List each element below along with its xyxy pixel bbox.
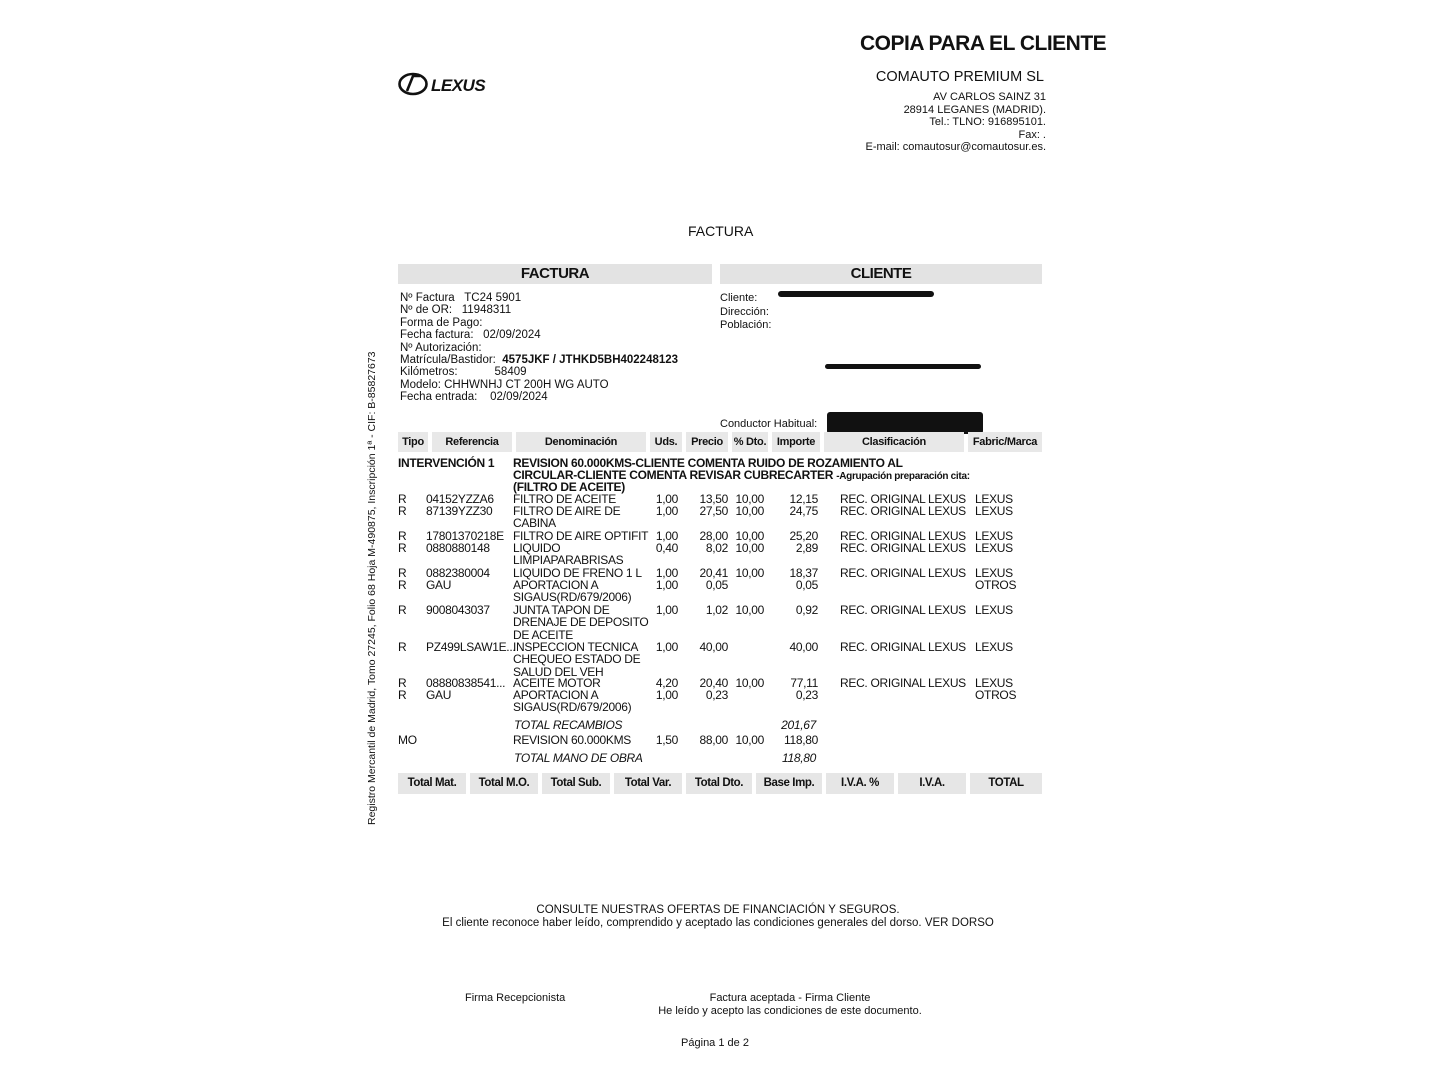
item-marca: LEXUS <box>975 541 1013 555</box>
item-precio: 0,05 <box>705 578 728 592</box>
labor-tipo: MO <box>398 733 417 747</box>
item-ref: 08880838541... <box>426 676 506 690</box>
item-precio: 8,02 <box>705 541 728 555</box>
item-tipo: R <box>398 676 407 690</box>
iva-pct: I.V.A. % <box>826 773 894 794</box>
item-desc: SIGAUS(RD/679/2006) <box>513 700 632 715</box>
total-parts-value: 201,67 <box>781 718 816 732</box>
address-label: Dirección: <box>720 305 769 318</box>
col-clasificacion: Clasificación <box>824 432 964 452</box>
item-desc: DE ACEITE <box>513 627 573 642</box>
info-label: Fecha factura: <box>400 329 474 342</box>
address-line: AV CARLOS SAINZ 31 <box>933 91 1046 103</box>
info-label: Nº de OR: <box>400 304 453 317</box>
item-precio: 20,40 <box>699 676 728 690</box>
model: CHHWNHJ CT 200H WG AUTO <box>444 378 609 391</box>
col-tipo: Tipo <box>398 432 428 452</box>
info-label: Nº Factura <box>400 292 455 304</box>
item-desc: LIQUIDO DE FRENO 1 L <box>513 566 642 580</box>
sign-reception: Firma Recepcionista <box>465 992 566 1004</box>
item-uds: 1,00 <box>655 492 678 506</box>
total-parts-label: TOTAL RECAMBIOS <box>514 718 623 732</box>
registry-note: Registro Mercantil de Madrid, Tomo 27245, Folio 68 Hoja M-490875, Inscripción 1ª - CIF: B-85827673 <box>366 351 378 825</box>
item-clasificacion: REC. ORIGINAL LEXUS <box>840 640 966 654</box>
item-desc: FILTRO DE AIRE DE <box>513 504 621 518</box>
item-uds: 4,20 <box>655 676 678 690</box>
info-label: Forma de Pago: <box>400 316 483 329</box>
item-uds: 1,00 <box>655 529 678 543</box>
item-importe: 0,05 <box>795 578 818 592</box>
item-precio: 28,00 <box>699 529 728 543</box>
item-dto: 10,00 <box>735 504 764 518</box>
item-desc: INSPECCION TECNICA <box>513 640 639 654</box>
item-ref: 04152YZZA6 <box>426 492 494 506</box>
base-imp: Base Imp. <box>756 773 822 794</box>
item-marca: LEXUS <box>975 529 1013 543</box>
document-title: FACTURA <box>688 223 754 239</box>
item-desc: LIMPIAPARABRISAS <box>513 553 624 568</box>
driver-label: Conductor Habitual: <box>720 418 818 430</box>
col-dto: % Dto. <box>732 432 768 452</box>
intervention-desc-line: CIRCULAR-CLIENTE COMENTA REVISAR CUBRECARTER <box>513 468 834 482</box>
col-referencia: Referencia <box>432 432 512 452</box>
total-dto: Total Dto. <box>686 773 752 794</box>
item-precio: 13,50 <box>699 492 728 506</box>
item-dto: 10,00 <box>735 529 764 543</box>
item-uds: 1,00 <box>655 566 678 580</box>
page-number: Página 1 de 2 <box>681 1037 749 1049</box>
item-tipo: R <box>398 566 407 580</box>
item-tipo: R <box>398 504 407 518</box>
redaction-bar <box>825 364 981 369</box>
conditions-notice: El cliente reconoce haber leído, comprendido y aceptado las condiciones generales del dorso. VER DORSO <box>442 917 994 929</box>
info-label: Fecha entrada: <box>400 391 478 404</box>
address-line: 28914 LEGANES (MADRID). <box>903 103 1046 116</box>
brand-name: LEXUS <box>431 76 486 95</box>
item-dto: 10,00 <box>735 603 764 617</box>
item-ref: GAU <box>426 688 452 702</box>
item-clasificacion: REC. ORIGINAL LEXUS <box>840 541 966 555</box>
total-mat: Total Mat. <box>398 773 466 794</box>
item-ref: GAU <box>426 578 452 592</box>
invoice-section-header: FACTURA <box>398 264 712 284</box>
info-label: Kilómetros: <box>400 366 458 379</box>
client-section-header: CLIENTE <box>720 264 1042 284</box>
total-sub: Total Sub. <box>542 773 610 794</box>
col-denominacion: Denominación <box>516 432 646 452</box>
total: TOTAL <box>970 773 1042 794</box>
lexus-logo <box>398 70 516 98</box>
item-importe: 2,89 <box>795 541 818 555</box>
item-importe: 18,37 <box>789 566 818 580</box>
item-tipo: R <box>398 541 407 555</box>
item-ref: 0880880148 <box>426 541 490 555</box>
sign-client-note: He leído y acepto las condiciones de este documento. <box>658 1005 922 1017</box>
item-desc: APORTACION A <box>513 578 599 592</box>
intervention-desc: REVISION 60.000KMS-CLIENTE COMENTA RUIDO DE ROZAMIENTO AL <box>513 456 903 470</box>
item-clasificacion: REC. ORIGINAL LEXUS <box>840 504 966 518</box>
item-desc: SALUD DEL VEH <box>513 664 604 679</box>
item-dto: 10,00 <box>735 566 764 580</box>
address-line: Fax: . <box>1018 128 1046 141</box>
company-name: COMAUTO PREMIUM SL <box>875 69 1044 85</box>
item-desc: CHEQUEO ESTADO DE <box>513 652 641 667</box>
item-marca: LEXUS <box>975 640 1013 654</box>
redaction-bar <box>778 291 934 297</box>
sign-client: Factura aceptada - Firma Cliente <box>709 992 871 1004</box>
invoice-number: TC24 5901 <box>464 292 522 304</box>
item-importe: 77,11 <box>790 676 818 690</box>
item-uds: 1,00 <box>655 578 678 592</box>
item-clasificacion: REC. ORIGINAL LEXUS <box>840 603 966 617</box>
entry-date: 02/09/2024 <box>490 391 548 404</box>
item-importe: 0,92 <box>795 603 818 617</box>
labor-desc: REVISION 60.000KMS <box>513 733 631 747</box>
item-desc: ACEITE MOTOR <box>513 676 601 690</box>
item-marca: OTROS <box>975 578 1017 592</box>
company-address <box>865 91 1046 154</box>
item-marca: LEXUS <box>975 603 1013 617</box>
invoice-date: 02/09/2024 <box>483 329 541 342</box>
item-uds: 1,00 <box>655 688 678 702</box>
item-uds: 1,00 <box>655 603 678 617</box>
item-desc: SIGAUS(RD/679/2006) <box>513 590 632 605</box>
item-tipo: R <box>398 492 407 506</box>
item-marca: LEXUS <box>975 504 1013 518</box>
iva: I.V.A. <box>898 773 966 794</box>
item-tipo: R <box>398 578 407 592</box>
item-ref: 17801370218E <box>426 529 504 543</box>
item-importe: 40,00 <box>789 640 818 654</box>
item-tipo: R <box>398 529 407 543</box>
col-marca: Fabric/Marca <box>968 432 1042 452</box>
item-desc: FILTRO DE AIRE OPTIFIT <box>513 529 649 543</box>
total-labor-value: 118,80 <box>781 751 816 765</box>
client-label: Cliente: <box>720 292 758 304</box>
total-labor-label: TOTAL MANO DE OBRA <box>514 751 643 765</box>
invoice-info <box>400 292 678 404</box>
intervention-label: INTERVENCIÓN 1 <box>398 456 495 470</box>
item-ref: 0882380004 <box>426 566 490 580</box>
col-uds: Uds. <box>650 432 682 452</box>
item-clasificacion: REC. ORIGINAL LEXUS <box>840 529 966 543</box>
item-dto: 10,00 <box>735 676 764 690</box>
info-label: Modelo: <box>400 378 441 391</box>
town-label: Población: <box>720 319 772 331</box>
item-precio: 0,23 <box>705 688 728 702</box>
item-marca: LEXUS <box>975 492 1013 506</box>
redaction-bar <box>827 412 983 434</box>
item-clasificacion: REC. ORIGINAL LEXUS <box>840 566 966 580</box>
item-precio: 1,02 <box>705 603 728 617</box>
client-info <box>720 292 771 333</box>
order-number: 11948311 <box>461 304 512 317</box>
kilometers: 58409 <box>494 366 527 379</box>
item-importe: 0,23 <box>795 688 818 702</box>
item-desc: JUNTA TAPON DE <box>513 603 610 617</box>
item-clasificacion: REC. ORIGINAL LEXUS <box>840 492 966 506</box>
labor-precio: 88,00 <box>699 733 728 747</box>
item-desc: APORTACION A <box>513 688 599 702</box>
item-marca: OTROS <box>975 688 1017 702</box>
item-tipo: R <box>398 603 407 617</box>
item-desc: CABINA <box>513 516 556 531</box>
labor-importe: 118,80 <box>783 733 818 747</box>
labor-dto: 10,00 <box>735 733 764 747</box>
item-desc: LIQUIDO <box>513 541 561 555</box>
item-marca: LEXUS <box>975 676 1013 690</box>
plate-vin: 4575JKF / JTHKD5BH402248123 <box>502 354 679 367</box>
item-importe: 25,20 <box>789 529 818 543</box>
item-precio: 40,00 <box>699 640 728 654</box>
total-var: Total Var. <box>614 773 682 794</box>
item-precio: 27,50 <box>699 504 728 518</box>
info-label: Nº Autorización: <box>400 341 482 354</box>
grouping-note: -Agrupación preparación cita: <box>836 471 970 482</box>
item-ref: 9008043037 <box>426 603 490 617</box>
item-ref: 87139YZZ30 <box>426 504 493 518</box>
total-mo: Total M.O. <box>470 773 538 794</box>
item-importe: 24,75 <box>789 504 818 518</box>
copy-title: COPIA PARA EL CLIENTE <box>860 32 1107 55</box>
intervention-desc: (FILTRO DE ACEITE) <box>513 480 625 494</box>
item-clasificacion: REC. ORIGINAL LEXUS <box>840 676 966 690</box>
col-precio: Precio <box>686 432 728 452</box>
item-tipo: R <box>398 688 407 702</box>
item-uds: 1,00 <box>655 640 678 654</box>
info-label: Matrícula/Bastidor: <box>400 354 496 367</box>
item-dto: 10,00 <box>735 492 764 506</box>
item-precio: 20,41 <box>699 566 728 580</box>
item-tipo: R <box>398 640 407 654</box>
address-line: E-mail: comautosur@comautosur.es. <box>865 141 1046 153</box>
item-marca: LEXUS <box>975 566 1013 580</box>
item-ref: PZ499LSAW1E... <box>426 640 516 654</box>
offers-notice: CONSULTE NUESTRAS OFERTAS DE FINANCIACIÓN Y SEGUROS. <box>536 904 900 916</box>
item-uds: 0,40 <box>655 541 678 555</box>
labor-uds: 1,50 <box>655 733 678 747</box>
col-importe: Importe <box>772 432 820 452</box>
address-line: Tel.: TLNO: 916895101. <box>929 116 1046 128</box>
item-desc: DRENAJE DE DEPOSITO <box>513 615 649 630</box>
item-importe: 12,15 <box>789 492 818 506</box>
item-dto: 10,00 <box>735 541 764 555</box>
item-uds: 1,00 <box>655 504 678 518</box>
item-desc: FILTRO DE ACEITE <box>513 492 616 506</box>
